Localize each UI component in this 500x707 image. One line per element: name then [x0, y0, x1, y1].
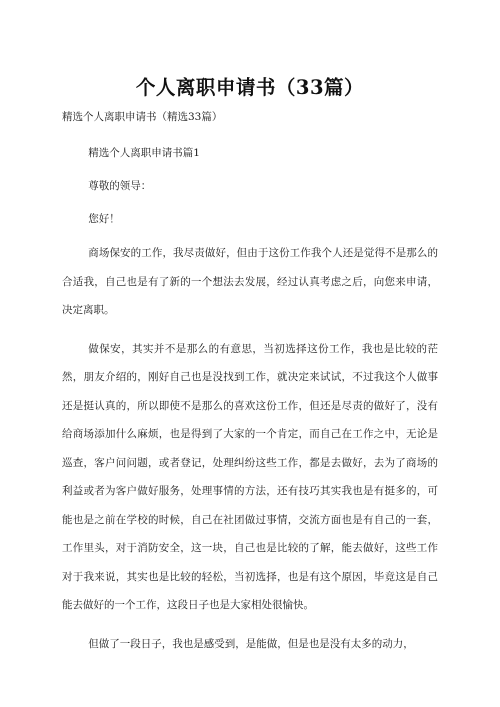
- document-title: 个人离职申请书（33篇）: [135, 76, 365, 99]
- greeting: 您好！: [88, 213, 120, 225]
- body-paragraph: 商场保安的工作，我尽责做好，但由于这份工作我个人还是觉得不是那么的合适我，自己也是有了新的一个想法去发展，经过认真考虑之后，向您来申请，决定离职。: [62, 247, 438, 316]
- body-paragraph: 做保安，其实并不是那么的有意思，当初选择这份工作，我也是比较的茫然，朋友介绍的，刚好自己也是没找到工作，就决定来试试，不过我这个人做事还是挺认真的，所以即使不是那么的喜欢这份工作，但还是尽责的做好了，没有给商场添加什么麻烦，也是得到了大家的一个肯定，而自己在工作之中，无论是巡查，客户问问题，或者登记，处理纠纷这些工作，都是去做好，去为了商场的利益或者为客户做好服务，处理事情的方法，还有技巧其实我也是有挺多的，可能也是之前在学校的时候，自己在社团做过事情，交流方面也是有自己的一套，工作里头，对于消防安全，这一块，自己也是比较的了解，能去做好，这些工作对于我来说，其实也是比较的轻松，当初选择，也是有这个原因，毕竟这是自己能去做好的一个工作，这段日子也是大家相处很愉快。: [62, 342, 438, 611]
- document-subtitle: 精选个人离职申请书（精选33篇）: [62, 111, 223, 123]
- section-heading: 精选个人离职申请书篇1: [88, 147, 200, 159]
- salutation: 尊敬的领导：: [88, 180, 152, 192]
- body-paragraph: 但做了一段日子，我也是感受到，是能做，但是也是没有太多的动力，: [88, 637, 414, 650]
